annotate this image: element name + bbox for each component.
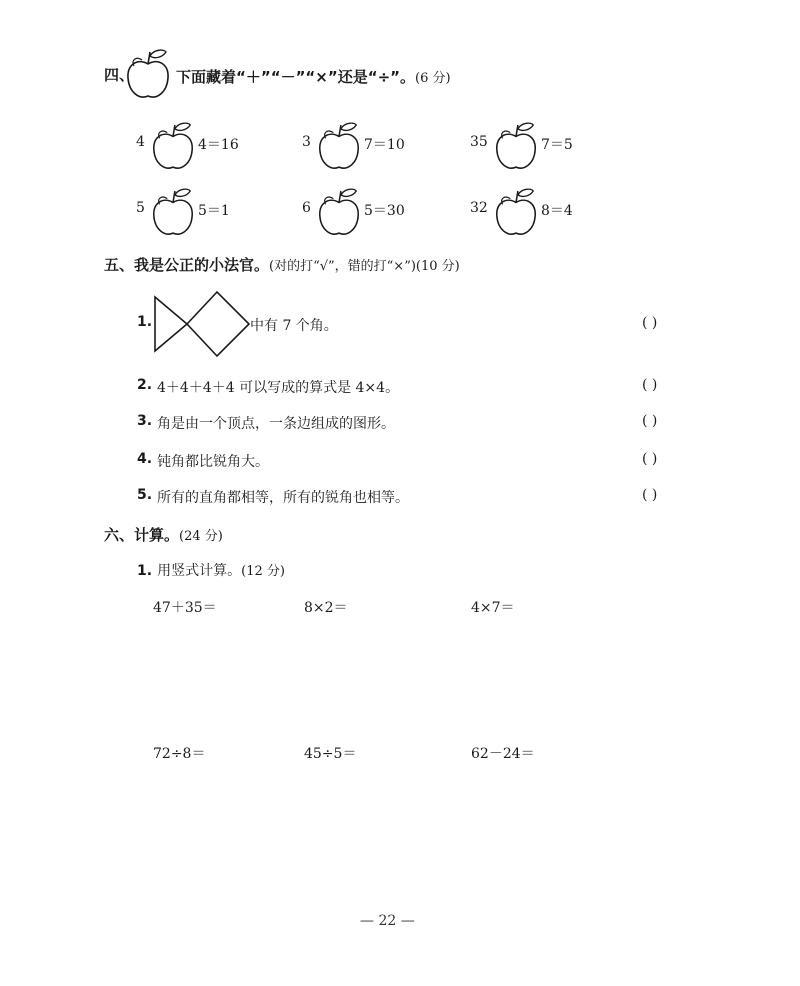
equation-right-part: 5＝1	[198, 203, 230, 219]
section-4-score: (6 分)	[415, 71, 451, 86]
section-4-title	[176, 66, 451, 87]
sub-1-number: 1.	[137, 563, 153, 579]
equation-left-operand: 5	[136, 200, 145, 216]
item-4-number: 4.	[137, 451, 153, 467]
section-6-heading	[104, 524, 223, 545]
section-5-heading	[104, 254, 460, 275]
equation-right-part: 7＝10	[364, 137, 405, 153]
sub-1-score: (12 分)	[241, 564, 285, 579]
equation-left-operand: 35	[470, 134, 488, 150]
apple-blank-icon[interactable]	[316, 120, 362, 178]
item-5-text: 所有的直角都相等，所有的锐角也相等。	[157, 490, 409, 506]
item-4-text: 钝角都比锐角大。	[157, 454, 269, 470]
item-2-text: 4＋4＋4＋4 可以写成的算式是 4×4。	[157, 380, 400, 396]
equation-left-operand: 4	[136, 134, 145, 150]
equation-right-part: 5＝30	[364, 203, 405, 219]
apple-blank-icon[interactable]	[150, 186, 196, 244]
item-1-text: 中有 7 个角。	[250, 318, 338, 334]
calc-4: 72÷8＝	[153, 746, 206, 762]
sub-question-1	[137, 560, 285, 580]
calc-3: 4×7＝	[471, 600, 515, 616]
section-6-score: (24 分)	[179, 529, 223, 544]
section-5-note: (对的打“√”，错的打“×”)(10 分)	[269, 259, 460, 274]
item-3-number: 3.	[137, 413, 153, 429]
item-5-number: 5.	[137, 487, 153, 503]
equation-left-operand: 6	[302, 200, 311, 216]
equation-right-part: 8＝4	[541, 203, 573, 219]
apple-blank-icon[interactable]	[150, 120, 196, 178]
triangle-rhombus-figure	[154, 290, 250, 360]
calc-1: 47＋35＝	[153, 600, 217, 616]
item-3-answer-paren[interactable]: ( )	[642, 413, 658, 429]
equation-left-operand: 3	[302, 134, 311, 150]
calc-2: 8×2＝	[304, 600, 348, 616]
calc-6: 62－24＝	[471, 746, 535, 762]
item-1-number: 1.	[137, 314, 153, 330]
sub-1-text: 用竖式计算。	[157, 563, 242, 579]
equation-right-part: 4＝16	[198, 137, 239, 153]
item-4-answer-paren[interactable]: ( )	[642, 451, 658, 467]
page-number: — 22 —	[360, 913, 415, 929]
section-4-prefix: 四、	[104, 66, 135, 84]
section-4-title-text: 下面藏着“＋”“－”“×”还是“÷”。	[176, 68, 416, 86]
calc-5: 45÷5＝	[304, 746, 357, 762]
item-1-answer-paren[interactable]: ( )	[642, 315, 658, 331]
section-6-title: 六、计算。	[104, 526, 180, 544]
equation-left-operand: 32	[470, 200, 488, 216]
item-5-answer-paren[interactable]: ( )	[642, 487, 658, 503]
section-5-title: 五、我是公正的小法官。	[104, 256, 270, 274]
item-2-number: 2.	[137, 377, 153, 393]
equation-right-part: 7＝5	[541, 137, 573, 153]
item-2-answer-paren[interactable]: ( )	[642, 377, 658, 393]
apple-icon	[124, 48, 172, 102]
item-3-text: 角是由一个顶点，一条边组成的图形。	[157, 416, 395, 432]
apple-blank-icon[interactable]	[493, 120, 539, 178]
apple-blank-icon[interactable]	[493, 186, 539, 244]
apple-blank-icon[interactable]	[316, 186, 362, 244]
